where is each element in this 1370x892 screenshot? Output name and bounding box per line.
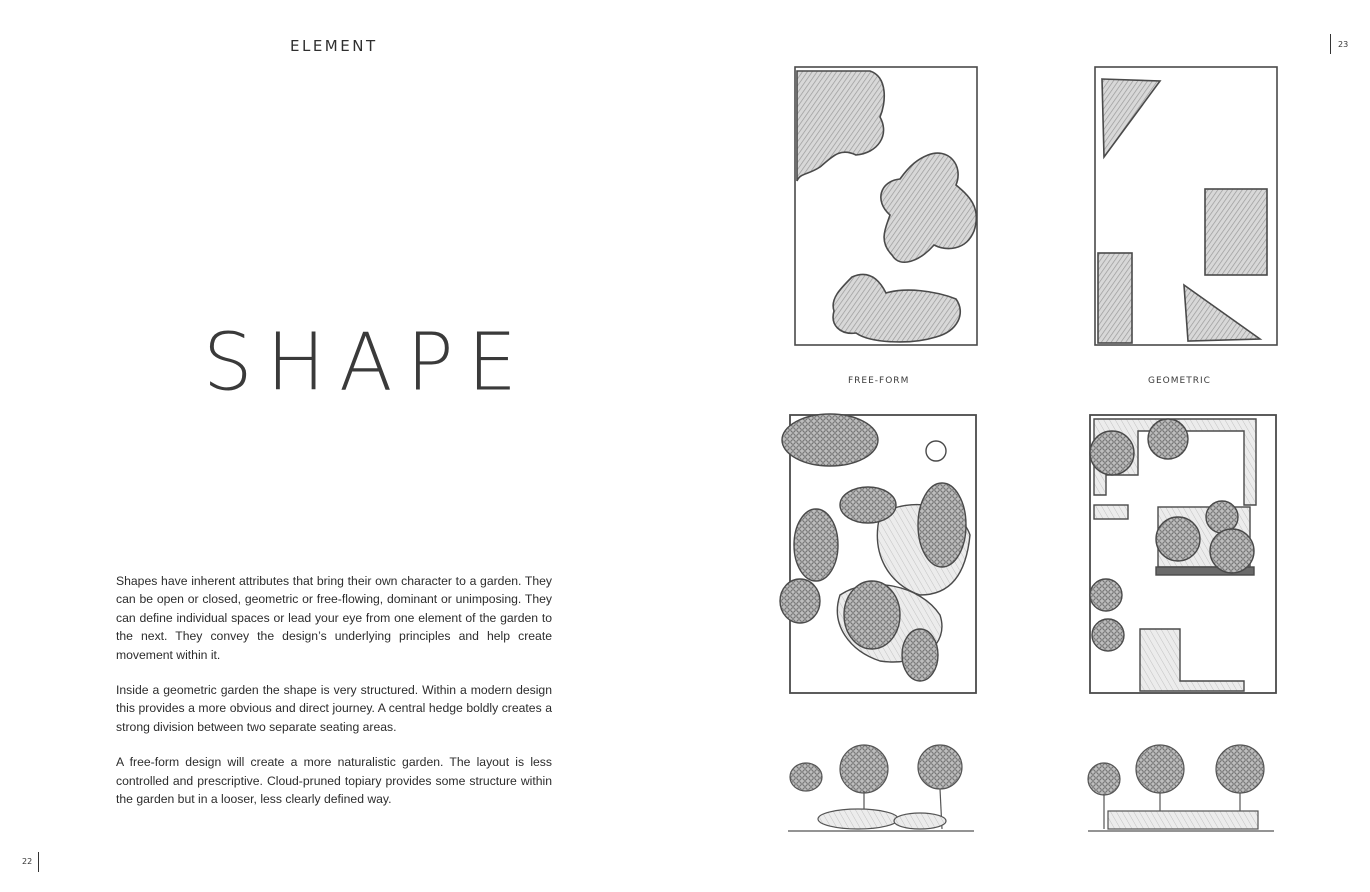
page-number-right: 23 bbox=[1338, 40, 1349, 49]
page-number-left: 22 bbox=[22, 857, 33, 866]
free-form-planting-plan bbox=[780, 414, 976, 693]
paragraph-2: Inside a geometric garden the shape is very structured. Within a modern design this provides a more obvious and direct journey. A central hedge boldly creates a strong division between two separate seating areas. bbox=[116, 683, 552, 734]
body-text bbox=[116, 572, 552, 825]
geometric-plan bbox=[1095, 67, 1277, 345]
free-form-elevation bbox=[788, 745, 974, 831]
section-label: ELEMENT bbox=[290, 37, 378, 55]
geometric-planting-plan bbox=[1090, 415, 1276, 693]
paragraph-1: Shapes have inherent attributes that bring their own character to a garden. They can be open or closed, geometric or free-flowing, dominant or unimposing. They can define individual spaces or lead your eye from one element of the garden to the next. They convey the design’s underlying principles and help create movement within it. bbox=[116, 574, 552, 662]
folio-rule-left bbox=[38, 852, 39, 872]
folio-rule-right bbox=[1330, 34, 1331, 54]
page-title: SHAPE bbox=[203, 317, 531, 409]
free-form-plan bbox=[795, 67, 977, 345]
geometric-elevation bbox=[1088, 745, 1274, 831]
garden-shape-sketches bbox=[760, 55, 1280, 845]
caption-free-form: FREE-FORM bbox=[848, 376, 910, 386]
caption-geometric: GEOMETRIC bbox=[1148, 376, 1211, 386]
paragraph-3: A free-form design will create a more naturalistic garden. The layout is less controlled and prescriptive. Cloud-pruned topiary provides some structure within the garden but in a looser, less clearly defined way. bbox=[116, 755, 552, 807]
